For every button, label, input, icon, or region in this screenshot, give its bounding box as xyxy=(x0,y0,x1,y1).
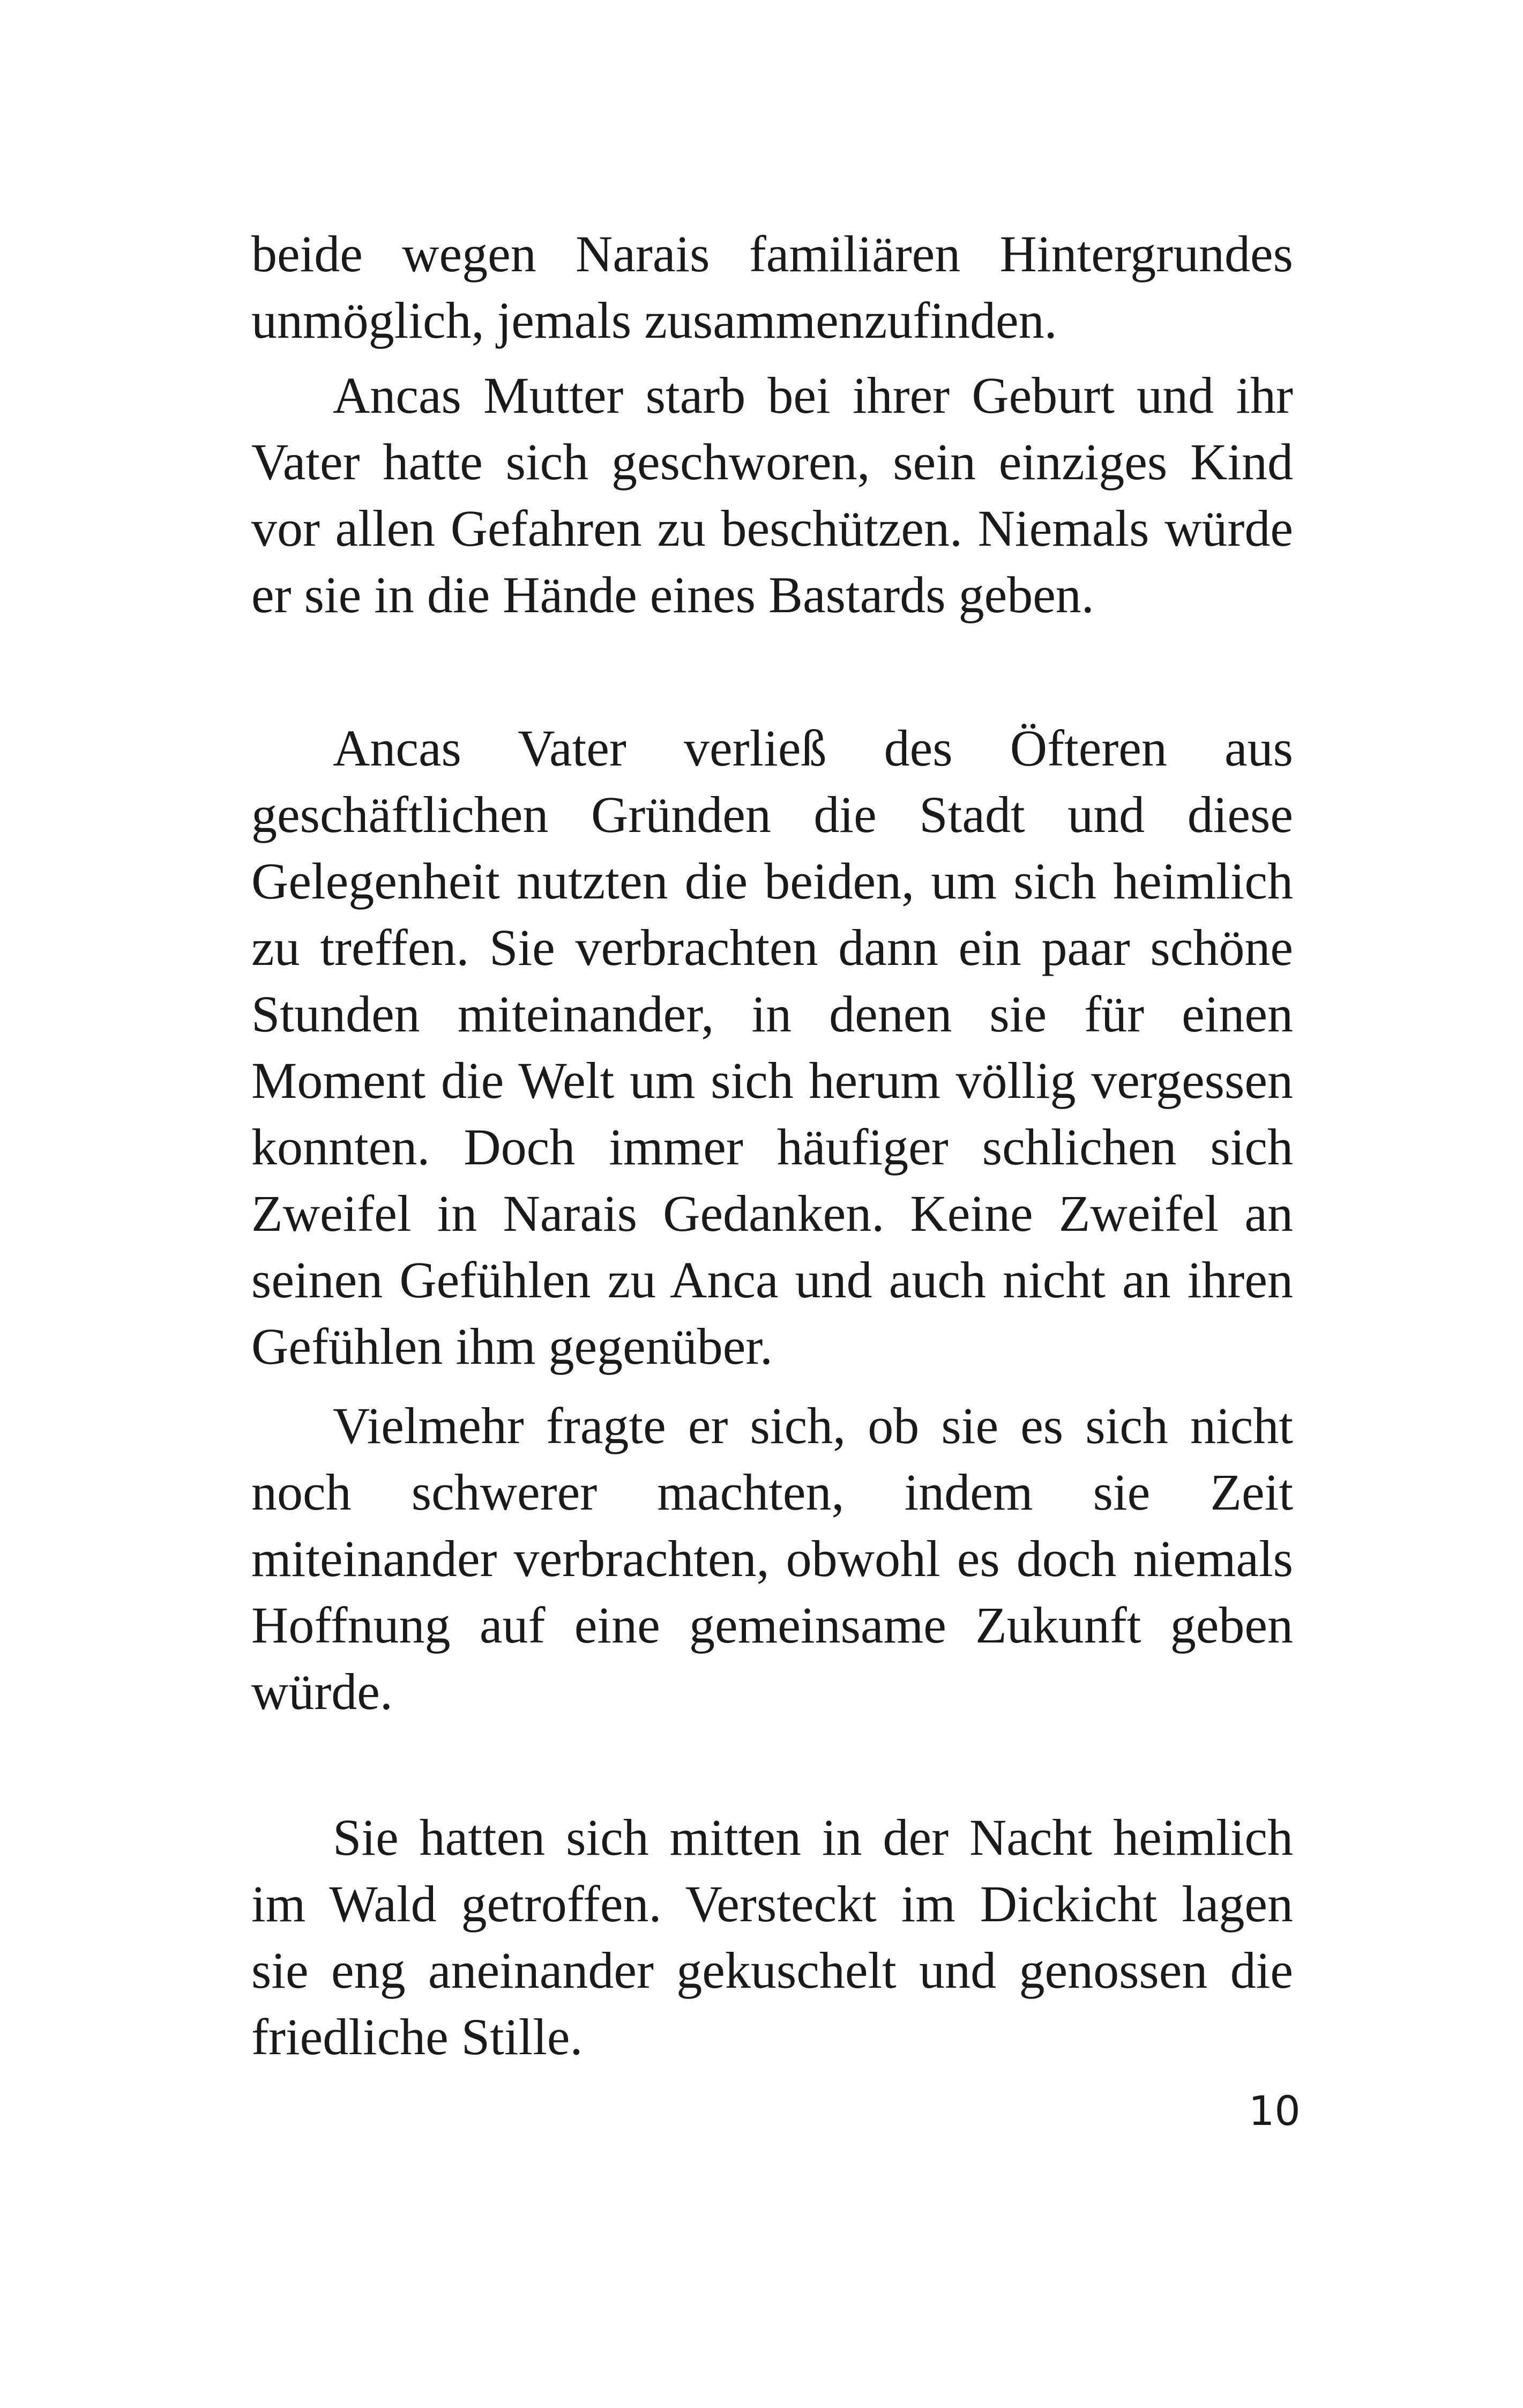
text-line: Gelegenheit nutzten die beiden, um sich heimlich xyxy=(251,852,1293,910)
text-line: Vater hatte sich geschworen, sein einziges Kind xyxy=(251,433,1293,490)
paragraph-3 xyxy=(251,715,1293,1380)
text-line: Moment die Welt um sich herum völlig vergessen xyxy=(251,1052,1293,1109)
text-line: er sie in die Hände eines Bastards geben. xyxy=(251,566,1094,623)
text-line: unmöglich, jemals zusammenzufinden. xyxy=(251,292,1057,349)
text-line: zu treffen. Sie verbrachten dann ein paar schöne xyxy=(251,919,1293,976)
text-line: würde. xyxy=(251,1663,393,1720)
paragraph-1 xyxy=(251,221,1293,354)
text-line: noch schwerer machten, indem sie Zeit xyxy=(251,1463,1293,1521)
text-line: im Wald getroffen. Versteckt im Dickicht lagen xyxy=(251,1875,1293,1933)
text-line: seinen Gefühlen zu Anca und auch nicht an ihren xyxy=(251,1251,1293,1309)
text-line: beide wegen Narais familiären Hintergrundes xyxy=(251,225,1293,283)
text-line: Vielmehr fragte er sich, ob sie es sich nicht xyxy=(333,1397,1293,1454)
text-line: sie eng aneinander gekuschelt und genossen die xyxy=(251,1942,1293,1999)
paragraph-4 xyxy=(251,1393,1293,1725)
paragraph-5 xyxy=(251,1804,1293,2070)
text-line: Hoffnung auf eine gemeinsame Zukunft geben xyxy=(251,1596,1293,1654)
text-line: Sie hatten sich mitten in der Nacht heimlich xyxy=(333,1809,1293,1866)
text-line: Ancas Vater verließ des Öfteren aus xyxy=(333,719,1293,777)
text-line: konnten. Doch immer häufiger schlichen sich xyxy=(251,1118,1293,1176)
text-line: Stunden miteinander, in denen sie für einen xyxy=(251,985,1293,1043)
text-line: miteinander verbrachten, obwohl es doch niemals xyxy=(251,1530,1293,1587)
page-number: 10 xyxy=(1249,2087,1301,2135)
paragraph-2 xyxy=(251,362,1293,628)
text-line: vor allen Gefahren zu beschützen. Niemals würde xyxy=(251,500,1293,557)
text-line: Gefühlen ihm gegenüber. xyxy=(251,1318,773,1375)
text-line: Ancas Mutter starb bei ihrer Geburt und ihr xyxy=(333,367,1293,424)
text-line: geschäftlichen Gründen die Stadt und diese xyxy=(251,786,1293,843)
text-line: Zweifel in Narais Gedanken. Keine Zweifel an xyxy=(251,1185,1293,1242)
text-line: friedliche Stille. xyxy=(251,2008,583,2065)
